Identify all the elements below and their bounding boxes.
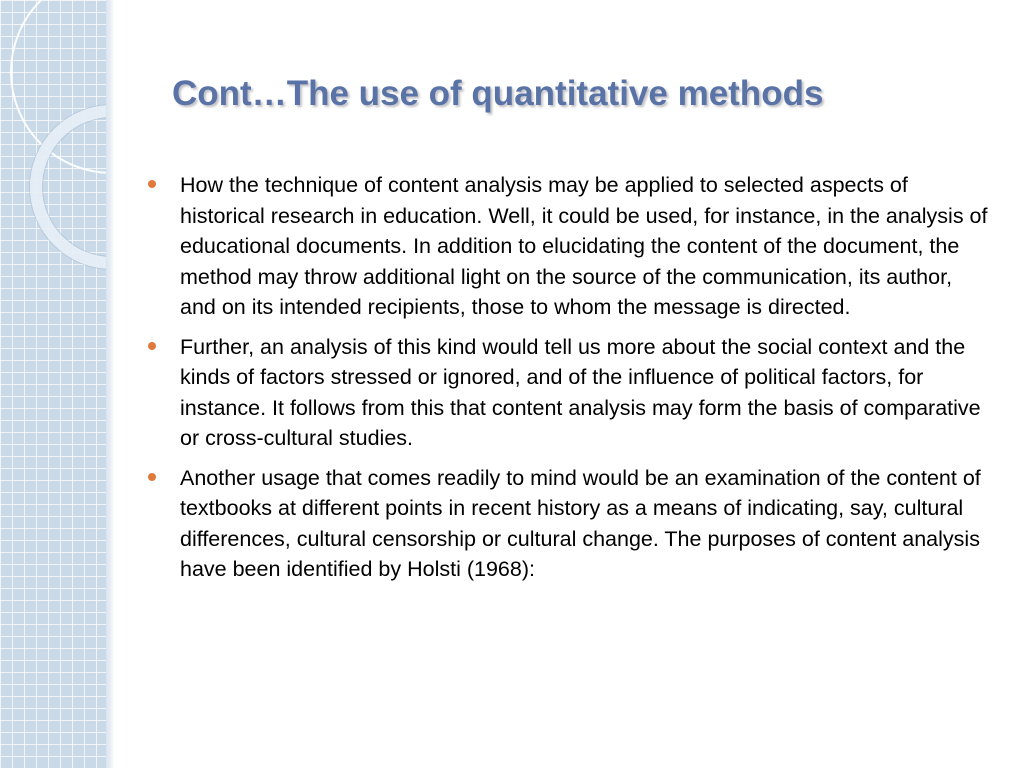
band-edge	[106, 0, 114, 768]
bullet-item	[148, 170, 988, 323]
bullet-dot-icon	[148, 342, 156, 350]
bullet-text: How the technique of content analysis may be applied to selected aspects of historical research in education. Well, it could be used, for instance, in the analysis of educational documents. In addition to elucidating the content of the document, the method may throw additional light on the source of the communication, its author, and on its intended recipients, those to whom the message is directed.	[180, 173, 988, 319]
bullet-text: Further, an analysis of this kind would tell us more about the social context and the kinds of factors stressed or ignored, and of the influence of political factors, for instance. It follows from this that content analysis may form the basis of comparative or cross-cultural studies.	[180, 334, 981, 450]
bullet-item	[148, 332, 988, 454]
bullet-list	[148, 170, 988, 594]
bullet-dot-icon	[148, 180, 156, 188]
slide-title: Cont…The use of quantitative methods	[172, 74, 824, 113]
bullet-item	[148, 463, 988, 585]
bullet-text: Another usage that comes readily to mind would be an examination of the content of textbooks at different points in recent history as a means of indicating, say, cultural differences, cultural censorship or cultural change. The purposes of content analysis have been identified by Holsti (1968):	[180, 465, 981, 581]
bullet-dot-icon	[148, 473, 156, 481]
